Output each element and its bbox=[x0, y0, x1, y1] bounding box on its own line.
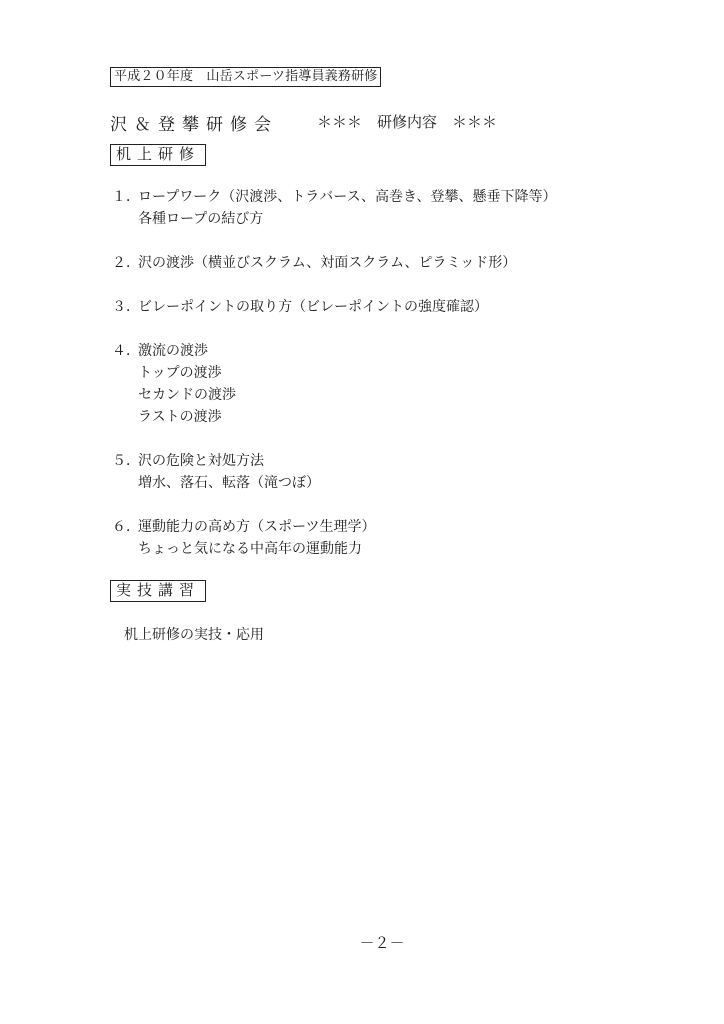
item-number: ４． bbox=[112, 343, 140, 359]
item-text: 激流の渡渉 bbox=[138, 343, 208, 359]
section-heading-practical bbox=[110, 580, 206, 602]
item-number: ６． bbox=[112, 519, 140, 535]
item-number: １． bbox=[112, 189, 140, 205]
list-item bbox=[112, 450, 556, 494]
course-label-box bbox=[110, 67, 381, 87]
item-text: ビレーポイントの取り方（ビレーポイントの強度確認） bbox=[138, 299, 488, 315]
document-subtitle: ＊＊＊ 研修内容 ＊＊＊ bbox=[317, 113, 498, 131]
item-text: 沢の危険と対処方法 bbox=[138, 453, 264, 469]
item-subline: ちょっと気になる中高年の運動能力 bbox=[138, 541, 362, 557]
section-heading-desk-label: 机上研修 bbox=[116, 145, 201, 163]
item-subline: 各種ロープの結び方 bbox=[138, 211, 264, 227]
item-subline: トップの渡渉 bbox=[138, 365, 222, 381]
list-item bbox=[112, 186, 556, 230]
list-item bbox=[112, 252, 556, 274]
item-text: 沢の渡渉（横並びスクラム、対面スクラム、ピラミッド形） bbox=[138, 255, 517, 271]
section-heading-desk bbox=[110, 144, 206, 166]
item-text: 運動能力の高め方（スポーツ生理学） bbox=[138, 519, 376, 535]
list-item bbox=[112, 296, 556, 318]
item-number: ３． bbox=[112, 299, 140, 315]
item-subline: ラストの渡渉 bbox=[138, 409, 222, 425]
practical-text: 机上研修の実技・応用 bbox=[124, 627, 264, 643]
item-number: ２． bbox=[112, 255, 140, 271]
item-subline: セカンドの渡渉 bbox=[138, 387, 236, 403]
item-list bbox=[112, 186, 556, 582]
list-item bbox=[112, 340, 556, 428]
item-text: ロープワーク（沢渡渉、トラバース、高巻き、登攀、懸垂下降等） bbox=[138, 189, 557, 205]
item-number: ５． bbox=[112, 453, 140, 469]
title-row bbox=[110, 110, 498, 135]
list-item bbox=[112, 516, 556, 560]
course-label: 平成２０年度 山岳スポーツ指導員義務研修 bbox=[114, 69, 378, 84]
item-subline: 増水、落石、転落（滝つぼ） bbox=[138, 475, 320, 491]
document-title: 沢＆登攀研修会 bbox=[110, 115, 278, 135]
page-number: －２－ bbox=[359, 934, 405, 952]
section-heading-practical-label: 実技講習 bbox=[116, 581, 201, 599]
